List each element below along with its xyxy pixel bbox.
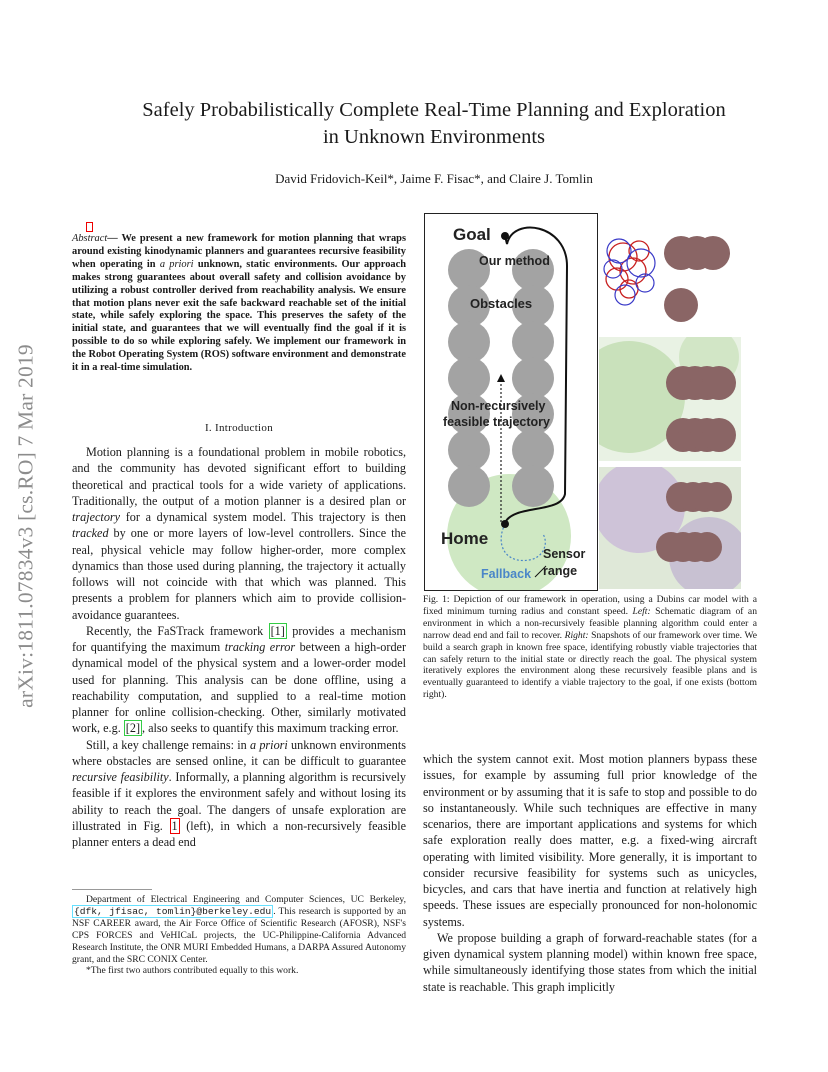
affiliation-note: Department of Electrical Engineering and Computer Sciences, UC Berkeley, {dfk, jfisac, tomlin}@berkeley.edu . This research is supported by an NSF CAREER award, the Air Force Office of Scientific Research (AFOSR), NSF's CPS FORCES and VeHICaL projects, the UC-Philippine-California Advanced Research Institute, the ONR MURI Embedded Humans, a DARPA Assured Autonomy grant, and the SRC CONIX Center. xyxy=(72,894,406,965)
snapshot-bottom-image xyxy=(599,467,741,589)
footnote xyxy=(72,894,406,977)
introduction-body xyxy=(72,444,406,850)
schematic-diagram xyxy=(425,214,597,590)
citation-link[interactable]: [1] xyxy=(270,623,285,638)
nonrecursive-label-1: Non-recursively xyxy=(451,399,546,413)
obstacles-label: Obstacles xyxy=(470,296,533,311)
home-label: Home xyxy=(441,529,489,548)
right-column-body xyxy=(423,751,757,995)
section-heading: I. Introduction xyxy=(204,422,274,434)
paper-title xyxy=(70,97,798,151)
arxiv-identifier: arXiv:1811.07834v3 [cs.RO] 7 Mar 2019 xyxy=(13,344,38,708)
sensor-label-1: Sensor xyxy=(543,547,586,561)
snapshot-bottom xyxy=(599,467,741,589)
snapshot-top xyxy=(599,213,741,331)
snapshot-top-image xyxy=(599,213,741,331)
title-line-2: in Unknown Environments xyxy=(322,126,546,148)
intro-paragraph-3: Still, a key challenge remains: in a priori unknown environments where obstacles are sensed online, it can be difficult to guarantee recursive feasibility. Informally, a planning algorithm is recursively feasible if it explores the environment safely and without losing its ability to reach the goal. The dangers of unsafe exploration are illustrated in Fig. 1 (left), in which a non-recursively feasible planner enters a dead end xyxy=(72,737,407,849)
author-list: David Fridovich-Keil*, Jaime F. Fisac*, and Claire J. Tomlin xyxy=(275,171,593,186)
home-marker xyxy=(501,520,509,528)
figure-caption: Fig. 1: Depiction of our framework in operation, using a Dubins car model with a fixed minimum turning radius and constant speed. Left: Schematic diagram of an environment in which a non-recursively feasible planning algorithm could enter a narrow dead end and fail to recover. Right: Snapshots of our framework over time. We build a search graph in known free space, identifying robustly viable trajectories that can safely return to the initial state or directly reach the goal. The physical system iteratively explores the environment along these recursively feasible plans and is eventually guaranteed to identify a viable trajectory to the goal, if one exists (bottom right). xyxy=(423,594,757,701)
email-link[interactable]: {dfk, jfisac, tomlin}@berkeley.edu xyxy=(74,905,272,917)
sensor-label-2: range xyxy=(543,564,578,578)
nonrecursive-arrowhead xyxy=(497,374,505,382)
abstract: Abstract— We present a new framework for motion planning that wraps around existing kinodynamic planners and guarantees recursive feasibility when operating in a priori unknown, static environments. Our approach makes strong guarantees about overall safety and collision avoidance by utilizing a robust controller derived from reachability analysis. We ensure that motion plans never exit the safe backward reachable set of the initial state, while safely exploring the space. This preserves the safety of the initial state, and guarantees that we will eventually find the goal if it is possible to do so while exploring safely. We implement our framework in the Robot Operating System (ROS) software environment and demonstrate it in a real-time simulation. xyxy=(72,233,406,374)
intro-paragraph-1: Motion planning is a foundational problem in mobile robotics, and the community has devoted significant effort to building theoretical and practical tools for a wide variety of applications. Traditionally, the output of a motion planner is a desired plan or trajectory for a dynamical system model. This trajectory is then tracked by one or more layers of low-level controllers. Since the real, physical vehicle may follow higher-order, more complex dynamics than those used during planning, the trajectory it actually follows will not coincide with that which was planned. This presents a problem for planners which aim to provide collision-avoidance guarantees. xyxy=(72,445,406,622)
citation-link[interactable]: [2] xyxy=(125,721,141,736)
goal-marker xyxy=(501,232,509,240)
equal-contribution-note: *The first two authors contributed equally to this work. xyxy=(86,965,299,977)
footnote-rule xyxy=(72,889,152,890)
snapshot-middle-image xyxy=(599,337,741,461)
abstract-label: Abstract xyxy=(72,233,108,244)
intro-paragraph-2: Recently, the FaSTrack framework [1] provides a mechanism for quantifying the maximum tracking error between a high-order dynamical model of the physical system and a lower-order model used for planning. This analysis can be done offline, using a reachability computation, and supplied to a real-time motion planner for online collision-checking. Other, similarly motivated work, e.g. [2] , also seeks to quantify this maximum tracking error. xyxy=(72,623,407,736)
right-paragraph-2: We propose building a graph of forward-reachable states (for a given dynamical system planning model) within known free space, while simultaneously identifying those states from which the initial state is reachable. This graph implicitly xyxy=(423,930,757,994)
nonrecursive-label-2: feasible trajectory xyxy=(443,415,550,429)
right-paragraph-1: which the system cannot exit. Most motion planners bypass these issues, for example by assuming full prior knowledge of the environment or by assuming that it is safe to stop and possible to do so instantaneously. While such techniques are effective in many scenarios, there are important applications and systems for which safe exploration really does matter, e.g. a fixed-wing aircraft operating with limited visibility. More generally, it is important to consider recursive feasibility for systems such as unicycles, bicycles, and cars that have inertia and function at relatively high speeds. These issues are especially pronounced for non-holonomic systems. xyxy=(423,752,757,929)
goal-label: Goal xyxy=(453,225,491,244)
annotation-marker xyxy=(86,222,93,232)
figure-schematic xyxy=(424,213,598,591)
figure-reference-link[interactable]: 1 xyxy=(171,818,178,833)
our-method-label: Our method xyxy=(479,254,550,268)
title-line-1: Safely Probabilistically Complete Real-Time Planning and Exploration xyxy=(142,99,726,121)
snapshot-middle xyxy=(599,337,741,461)
fallback-label: Fallback xyxy=(481,567,532,581)
